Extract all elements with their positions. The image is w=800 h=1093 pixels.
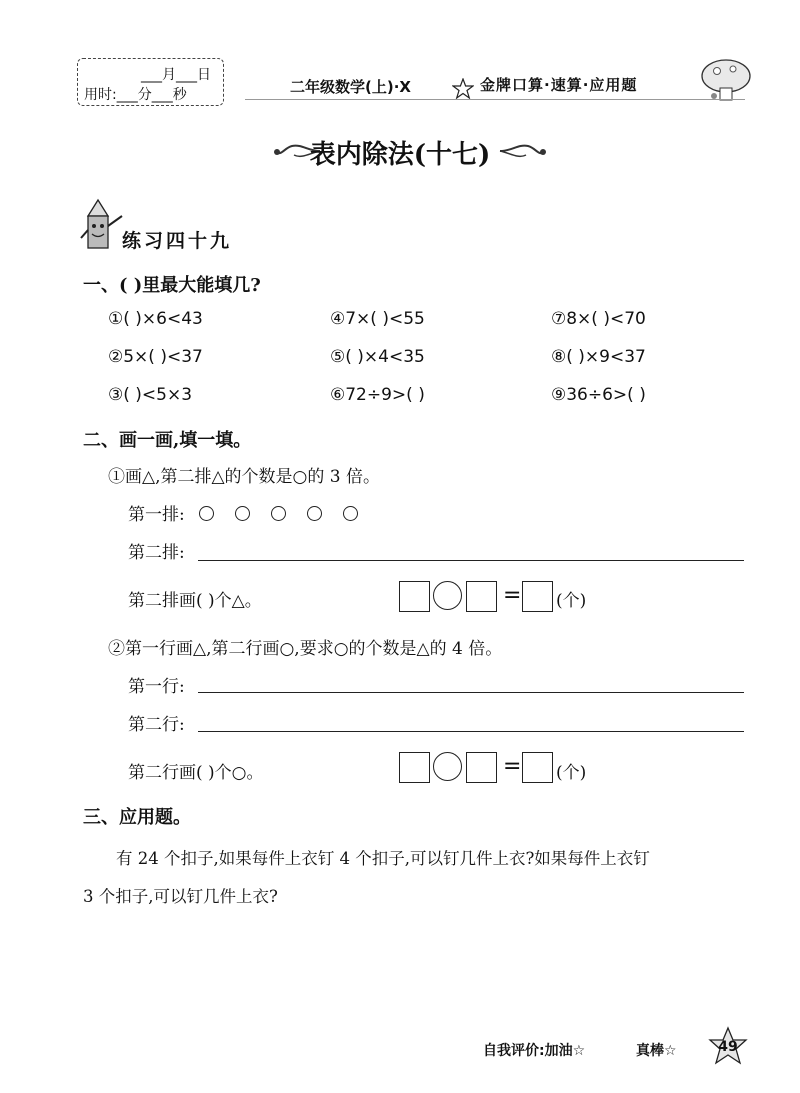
exercise-label: 练习四十九: [122, 230, 233, 252]
page-number: 49: [718, 1039, 738, 1055]
word-problem-line2: 3 个扣子,可以钉几件上衣?: [83, 887, 278, 906]
pencil-mascot-icon: [78, 198, 128, 254]
date-time-box: [77, 58, 224, 106]
question-6: ⑥72÷9>( ): [330, 385, 425, 405]
great-rating: 真棒☆: [636, 1043, 677, 1059]
circle-shape: [199, 506, 214, 521]
q2-row2-answer-line[interactable]: [198, 731, 744, 732]
q2-eq-box-2[interactable]: [466, 752, 497, 783]
q1-eq-box-2[interactable]: [466, 581, 497, 612]
question-1: ①( )×6<43: [108, 309, 203, 329]
q1-row2-answer-line[interactable]: [198, 560, 744, 561]
circle-shape: [271, 506, 286, 521]
section2-heading: 二、画一画,填一填。: [83, 430, 252, 451]
book-title: 二年级数学(上)·X: [290, 78, 411, 96]
q1-eq-result-box[interactable]: [522, 581, 553, 612]
q1-answer-label: 第二排画( )个△。: [128, 591, 262, 611]
date-line: ___月___日: [141, 67, 211, 83]
question-3: ③( )<5×3: [108, 385, 193, 405]
q2-eq-box-1[interactable]: [399, 752, 430, 783]
q1-given-circles: [199, 503, 379, 522]
circle-shape: [343, 506, 358, 521]
q2-eq-operator-circle[interactable]: [433, 752, 462, 781]
header-divider: [245, 99, 745, 100]
q2-row1-answer-line[interactable]: [198, 692, 744, 693]
q2-prompt: ②第一行画△,第二行画○,要求○的个数是△的 4 倍。: [108, 639, 503, 659]
q1-row2-label: 第二排:: [128, 543, 185, 563]
q2-eq-result-box[interactable]: [522, 752, 553, 783]
q2-unit: (个): [556, 763, 587, 783]
question-2: ②5×( )<37: [108, 347, 203, 367]
q1-row1-label: 第一排:: [128, 505, 185, 525]
question-9: ⑨36÷6>( ): [551, 385, 646, 405]
circle-shape: [307, 506, 322, 521]
time-line: 用时:___分___秒: [84, 87, 187, 103]
circle-shape: [235, 506, 250, 521]
q2-row1-label: 第一行:: [128, 677, 185, 697]
q2-row2-label: 第二行:: [128, 715, 185, 735]
right-flourish-icon: [498, 140, 548, 162]
question-4: ④7×( )<55: [330, 309, 425, 329]
q1-eq-operator-circle[interactable]: [433, 581, 462, 610]
q2-answer-label: 第二行画( )个○。: [128, 763, 264, 783]
lesson-title: 表内除法(十七): [309, 140, 491, 170]
question-8: ⑧( )×9<37: [551, 347, 646, 367]
q1-equals-sign: =: [503, 583, 522, 608]
q2-equals-sign: =: [503, 754, 522, 779]
q1-eq-box-1[interactable]: [399, 581, 430, 612]
star-icon: [452, 78, 474, 100]
word-problem-line1: 有 24 个扣子,如果每件上衣钉 4 个扣子,可以钉几件上衣?如果每件上衣钉: [116, 849, 650, 868]
self-evaluation: 自我评价:加油☆: [483, 1043, 586, 1059]
question-5: ⑤( )×4<35: [330, 347, 425, 367]
mushroom-icon: [700, 56, 752, 104]
question-7: ⑦8×( )<70: [551, 309, 646, 329]
series-name: 金牌口算·速算·应用题: [480, 76, 638, 94]
q1-unit: (个): [556, 591, 587, 611]
q1-prompt: ①画△,第二排△的个数是○的 3 倍。: [108, 467, 381, 487]
section1-heading: 一、( )里最大能填几?: [83, 275, 261, 296]
section3-heading: 三、应用题。: [83, 807, 191, 828]
